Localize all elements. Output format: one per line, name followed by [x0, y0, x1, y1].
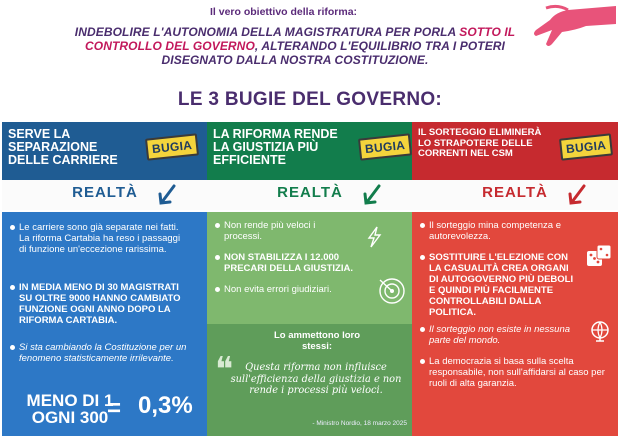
claim-text: SERVE LA SEPARAZIONE DELLE CARRIERE: [8, 127, 118, 167]
column-sorteggio: [412, 122, 618, 436]
list-item: Non evita errori giudiziari.: [215, 284, 365, 295]
column-body: [207, 212, 413, 436]
claim-header: [207, 122, 413, 180]
bugia-stamp: BUGIA: [145, 133, 199, 160]
header: [0, 0, 620, 118]
column-body: [2, 212, 208, 436]
dice-icon: [584, 242, 614, 272]
list-item: IN MEDIA MENO DI 30 MAGISTRATI SU OLTRE 9000 HANNO CAMBIATO FUNZIONE OGNI ANNO DOPO LA RIFORMA CARTABIA.: [10, 282, 190, 326]
arrow-down-icon: [152, 184, 180, 208]
stat-left: MENO DI 1 OGNI 300: [26, 391, 114, 427]
list-item: Le carriere sono già separate nei fatti. La riforma Cartabia ha reso i passaggi di funzione un'eccezione rarissima.: [10, 222, 190, 255]
quote-icon: ❝: [215, 350, 234, 390]
realta-label: REALTÀ: [72, 184, 138, 201]
headline: LE 3 BUGIE DEL GOVERNO:: [177, 89, 443, 110]
stat-right: 0,3%: [138, 392, 193, 419]
thesis-text: INDEBOLIRE L'AUTONOMIA DELLA MAGISTRATURA PER PORLA SOTTO IL CONTROLLO DEL GOVERNO, ALTERANDO L'EQUILIBRIO TRA I POTERI DISEGNATO DALLA NOSTRA COSTITUZIONE.: [74, 25, 516, 67]
lightning-icon: [363, 226, 385, 248]
claim-header: [2, 122, 208, 180]
column-efficienza: [207, 122, 413, 436]
column-body: [412, 212, 618, 436]
list-item: Non rende più veloci i processi.: [215, 220, 345, 242]
quote-box: [207, 324, 413, 436]
list-item: La democrazia si basa sulla scelta responsabile, non sull'affidarsi al caso per ruoli di alta garanzia.: [420, 356, 610, 389]
target-icon: [377, 276, 407, 306]
quote-text: Questa riforma non influisce sull'efficienza della giustizia e non rende i processi più veloci.: [230, 362, 402, 396]
realta-label: REALTÀ: [277, 184, 343, 201]
intro-text: Il vero obiettivo della riforma:: [210, 6, 358, 18]
arrow-down-icon: [562, 184, 590, 208]
list-item: Il sorteggio mina competenza e autorevolezza.: [420, 220, 580, 242]
globe-icon: [588, 320, 612, 344]
claim-header: [412, 122, 618, 180]
arrow-down-icon: [357, 184, 385, 208]
list-item: Il sorteggio non esiste in nessuna parte del mondo.: [420, 324, 570, 346]
column-separazione: [2, 122, 208, 436]
bugia-stamp: BUGIA: [559, 133, 613, 160]
list-item: SOSTITUIRE L'ELEZIONE CON LA CASUALITÀ CREA ORGANI DI AUTOGOVERNO PIÙ DEBOLI E QUINDI PIÙ FACILMENTE CONTROLLABILI DALLA POLITICA.: [420, 252, 580, 318]
bugia-stamp: BUGIA: [358, 133, 412, 160]
claim-text: LA RIFORMA RENDE LA GIUSTIZIA PIÙ EFFICIENTE: [213, 127, 338, 167]
list-item: Si sta cambiando la Costituzione per un fenomeno statisticamente irrilevante.: [10, 342, 190, 364]
claim-text: IL SORTEGGIO ELIMINERÀ LO STRAPOTERE DELLE CORRENTI NEL CSM: [418, 127, 542, 159]
stat-equals: =: [107, 395, 122, 422]
realta-label: REALTÀ: [482, 184, 548, 201]
admit-label: Lo ammettono loro stessi:: [273, 330, 361, 352]
quote-citation: - Ministro Nordio, 18 marzo 2025: [312, 420, 407, 427]
list-item: NON STABILIZZA I 12.000 PRECARI DELLA GIUSTIZIA.: [215, 252, 365, 274]
